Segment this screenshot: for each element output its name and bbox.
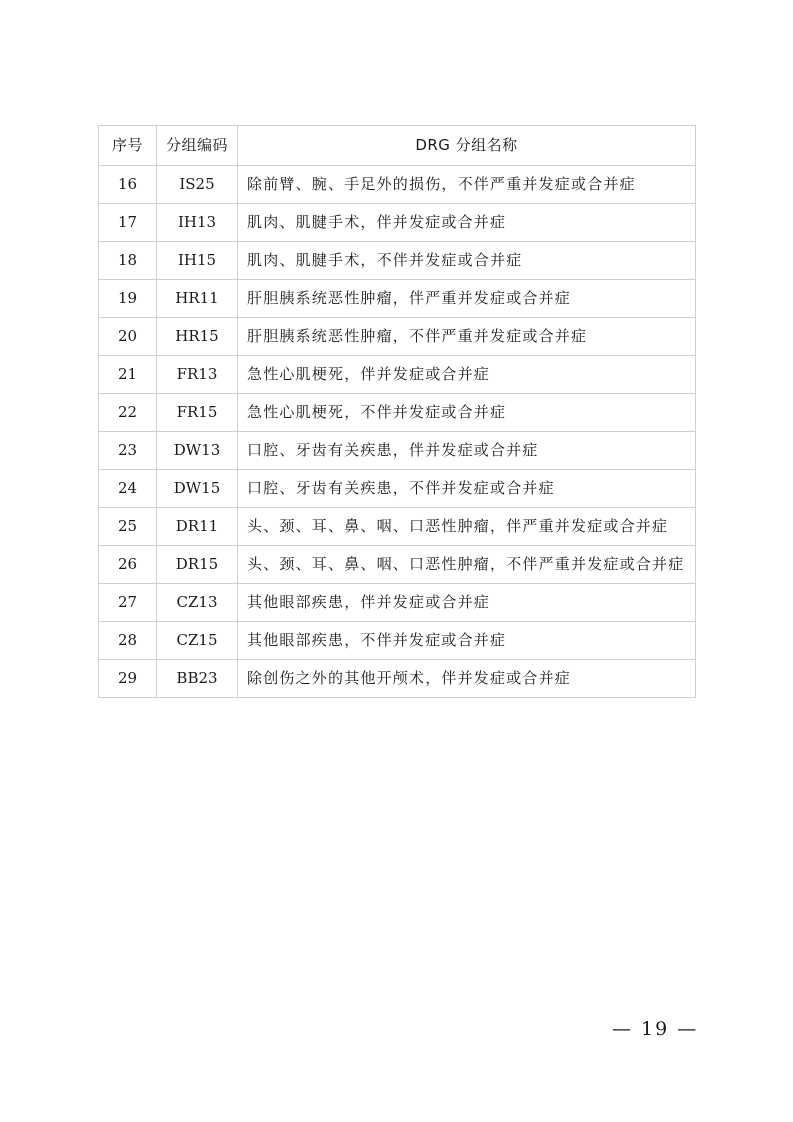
serial-number-cell: 23 (99, 432, 157, 470)
table-row (99, 584, 696, 622)
page-number: — 19 — (612, 1018, 699, 1040)
group-code-cell: DR11 (157, 508, 238, 546)
group-code-cell: IS25 (157, 166, 238, 204)
table-row (99, 280, 696, 318)
table-row (99, 204, 696, 242)
group-name-cell: 其他眼部疾患，伴并发症或合并症 (238, 584, 696, 622)
group-code-cell: CZ15 (157, 622, 238, 660)
serial-number-cell: 17 (99, 204, 157, 242)
group-code-cell: HR15 (157, 318, 238, 356)
group-name-cell: 急性心肌梗死，伴并发症或合并症 (238, 356, 696, 394)
header-row (99, 126, 696, 166)
group-code-cell: DW13 (157, 432, 238, 470)
table-row (99, 318, 696, 356)
group-name-cell: 肝胆胰系统恶性肿瘤，伴严重并发症或合并症 (238, 280, 696, 318)
table-body (99, 166, 696, 698)
serial-number-cell: 18 (99, 242, 157, 280)
table-row (99, 660, 696, 698)
serial-number-cell: 27 (99, 584, 157, 622)
header-group-code: 分组编码 (157, 126, 238, 166)
group-name-cell: 口腔、牙齿有关疾患，伴并发症或合并症 (238, 432, 696, 470)
serial-number-cell: 26 (99, 546, 157, 584)
group-code-cell: DW15 (157, 470, 238, 508)
serial-number-cell: 21 (99, 356, 157, 394)
group-name-cell: 除前臂、腕、手足外的损伤，不伴严重并发症或合并症 (238, 166, 696, 204)
table-row (99, 508, 696, 546)
group-code-cell: FR13 (157, 356, 238, 394)
group-code-cell: CZ13 (157, 584, 238, 622)
table-row (99, 622, 696, 660)
table-row (99, 394, 696, 432)
table-row (99, 470, 696, 508)
serial-number-cell: 25 (99, 508, 157, 546)
serial-number-cell: 19 (99, 280, 157, 318)
table-row (99, 242, 696, 280)
serial-number-cell: 29 (99, 660, 157, 698)
group-name-cell: 头、颈、耳、鼻、咽、口恶性肿瘤，不伴严重并发症或合并症 (238, 546, 696, 584)
group-name-cell: 肌肉、肌腱手术，不伴并发症或合并症 (238, 242, 696, 280)
group-name-cell: 肝胆胰系统恶性肿瘤，不伴严重并发症或合并症 (238, 318, 696, 356)
table-row (99, 356, 696, 394)
header-group-name: DRG 分组名称 (238, 126, 696, 166)
header-serial-number: 序号 (99, 126, 157, 166)
group-code-cell: DR15 (157, 546, 238, 584)
serial-number-cell: 16 (99, 166, 157, 204)
serial-number-cell: 22 (99, 394, 157, 432)
group-code-cell: FR15 (157, 394, 238, 432)
serial-number-cell: 28 (99, 622, 157, 660)
group-code-cell: IH15 (157, 242, 238, 280)
group-name-cell: 头、颈、耳、鼻、咽、口恶性肿瘤，伴严重并发症或合并症 (238, 508, 696, 546)
serial-number-cell: 20 (99, 318, 157, 356)
group-name-cell: 急性心肌梗死，不伴并发症或合并症 (238, 394, 696, 432)
group-name-cell: 除创伤之外的其他开颅术，伴并发症或合并症 (238, 660, 696, 698)
table-row (99, 166, 696, 204)
table-header (99, 126, 696, 166)
table-row (99, 546, 696, 584)
serial-number-cell: 24 (99, 470, 157, 508)
drg-group-table (98, 125, 696, 698)
group-code-cell: HR11 (157, 280, 238, 318)
group-name-cell: 肌肉、肌腱手术，伴并发症或合并症 (238, 204, 696, 242)
group-code-cell: IH13 (157, 204, 238, 242)
group-code-cell: BB23 (157, 660, 238, 698)
group-name-cell: 口腔、牙齿有关疾患，不伴并发症或合并症 (238, 470, 696, 508)
group-name-cell: 其他眼部疾患，不伴并发症或合并症 (238, 622, 696, 660)
table-row (99, 432, 696, 470)
